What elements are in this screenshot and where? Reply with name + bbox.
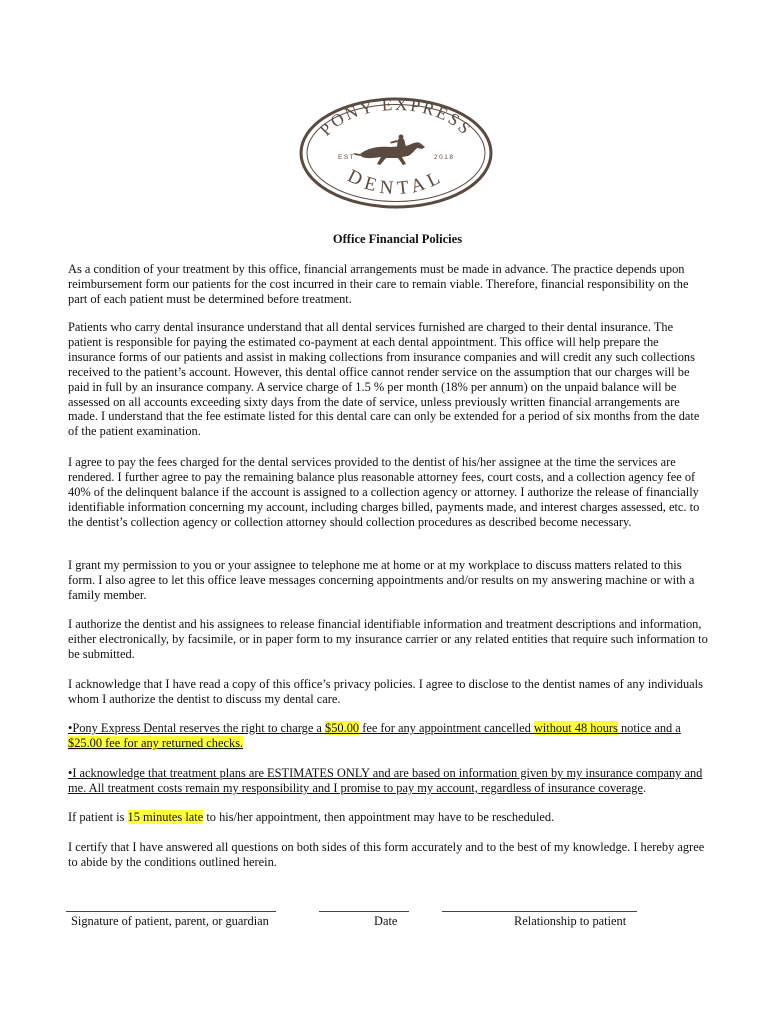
- estimates-period: .: [642, 780, 647, 795]
- logo-bottom-text: DENTAL: [344, 165, 448, 200]
- paragraph-treatment-conditions: As a condition of your treatment by this office, financial arrangements must be made in advance. The practice depends upon reimbursement form our patients for the cost incurred in their care to remain viable. Therefore, financial responsibility on the part of each patient must be determined before treatment.: [68, 262, 689, 306]
- late-text-1: If patient is: [68, 810, 128, 824]
- cancellation-text-3: notice and a: [617, 721, 681, 735]
- cancellation-text-2: fee for any appointment cancelled: [359, 721, 534, 735]
- cancellation-text-1: •Pony Express Dental reserves the right to charge a: [68, 721, 326, 735]
- horse-and-rider-icon: [353, 135, 425, 166]
- estimates-text: •I acknowledge that treatment plans are ESTIMATES ONLY and are based on information given by my insurance company and me. All treatment costs remain my responsibility and I promise to pay my account, regardless of insurance coverage: [68, 766, 703, 795]
- signature-label: Signature of patient, parent, or guardian: [71, 914, 269, 928]
- paragraph-dental-insurance: Patients who carry dental insurance understand that all dental services furnished are charged to their dental insurance. The patient is responsible for paying the estimated co-payment at each dental appointment. This office will help prepare the insurance forms of our patients and assist in making collections from insurance companies and will credit any such collections received to the patient’s account. However, this dental office cannot render service on the assumption that our charges will be paid in full by an insurance company. A service charge of 1.5 % per month (18% per annum) on the unpaid balance will be assessed on all accounts exceeding sixty days from the date of service, unless previously written financial arrangements are made. I understand that the fee estimate listed for this dental care can only be extended for a period of six months from the date of the patient examination.: [68, 320, 700, 439]
- paragraph-cancellation-fee: [68, 721, 708, 751]
- logo-est-label: EST: [338, 154, 356, 161]
- logo-year: 2018: [434, 154, 455, 161]
- pony-express-dental-logo: [298, 96, 494, 210]
- relationship-label: Relationship to patient: [514, 914, 627, 928]
- date-label: Date: [374, 914, 398, 928]
- logo-top-text: PONY EXPRESS: [315, 96, 477, 140]
- document-title: Office Financial Policies: [332, 232, 463, 246]
- paragraph-release-information: I authorize the dentist and his assignees to release financial identifiable information and treatment descriptions and information, either electronically, by facsimile, or in paper form to my insurance carrier or any related entities that require such information to be submitted.: [68, 617, 708, 661]
- returned-check-fee-highlight: $25.00 fee for any returned checks.: [68, 735, 244, 750]
- paragraph-certification: I certify that I have answered all questions on both sides of this form accurately and to the best of my knowledge. I hereby agree to abide by the conditions outlined herein.: [68, 840, 705, 869]
- signature-line[interactable]: [66, 911, 276, 912]
- late-text-2: to his/her appointment, then appointment may have to be rescheduled.: [203, 810, 555, 824]
- paragraph-privacy-policy: I acknowledge that I have read a copy of this office’s privacy policies. I agree to disclose to the dentist names of any individuals whom I authorize the dentist to discuss my dental care.: [68, 677, 703, 706]
- paragraph-estimates: [68, 766, 708, 796]
- paragraph-fees-agreement: I agree to pay the fees charged for the dental services provided to the dentist of his/her assignee at the time the services are rendered. I further agree to pay the remaining balance plus reasonable attorney fees, court costs, and a collection agency fee of 40% of the delinquent balance if the account is assigned to a collection agency or attorney. I authorize the release of financially identifiable information concerning my account, including charges billed, payments made, and interest charges assessed, etc. to the dentist’s collection agency or collection attorney should collection procedures as described become necessary.: [68, 455, 700, 529]
- date-line[interactable]: [319, 911, 409, 912]
- relationship-line[interactable]: [442, 911, 637, 912]
- notice-hours-highlight: without 48 hours: [533, 721, 618, 735]
- paragraph-late-policy: [68, 810, 708, 825]
- paragraph-telephone-permission: I grant my permission to you or your assignee to telephone me at home or at my workplace to discuss matters related to this form. I also agree to let this office leave messages concerning appointments and/or results on my answering machine or with a family member.: [68, 558, 695, 602]
- cancellation-fee-highlight: $50.00: [325, 721, 360, 735]
- late-minutes-highlight: 15 minutes late: [127, 810, 204, 824]
